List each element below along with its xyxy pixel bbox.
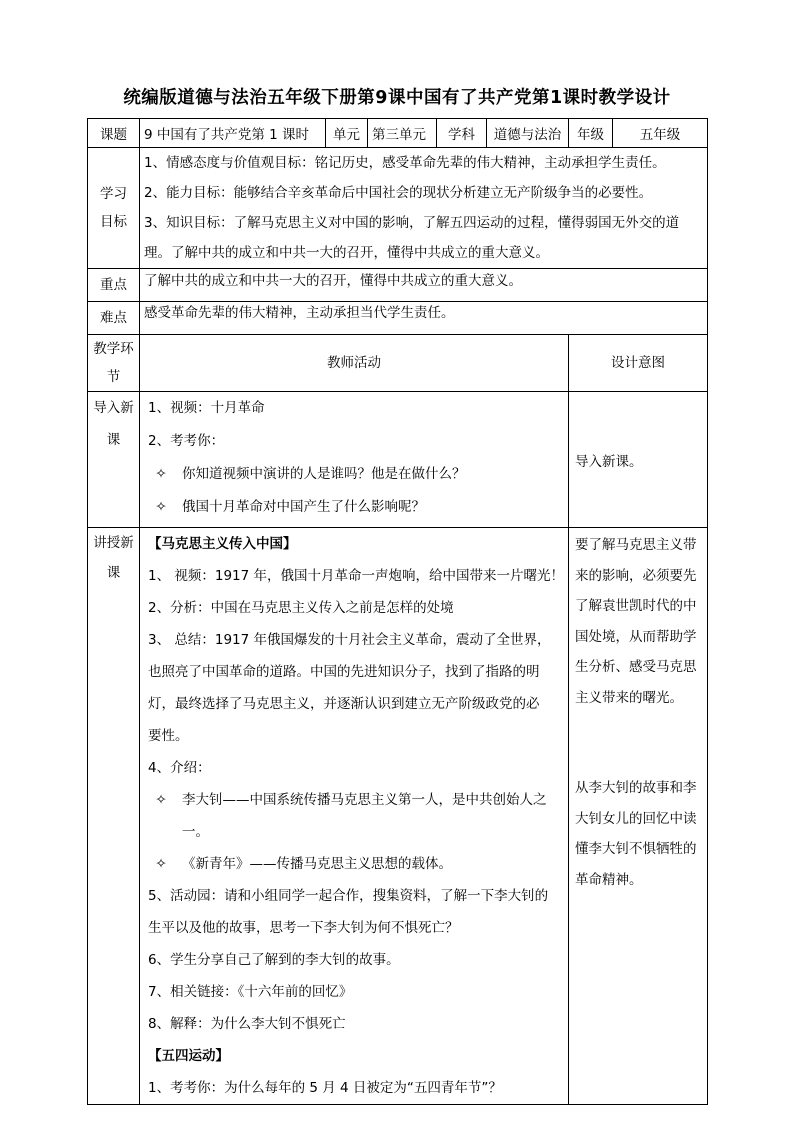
intro-question: 你知道视频中演讲的人是谁吗？他是在做什么？	[182, 466, 466, 482]
lecture-line: 4、介绍：	[148, 760, 211, 776]
objectives-label-line1: 学习	[100, 186, 127, 202]
topic-value: 9 中国有了共产党第 1 课时	[140, 119, 326, 148]
objectives-label-line2: 目标	[100, 214, 127, 230]
lecture-line: 也照亮了中国革命的道路。中国的先进知识分子，找到了指路的明	[148, 664, 540, 680]
lecture-bullet-text: 李大钊——中国系统传播马克思主义第一人，是中共创始人之	[182, 792, 547, 808]
intro-bullet-item	[148, 491, 564, 524]
lecture-stage: 讲授新课	[88, 528, 140, 1105]
difficulty-text: 感受革命先辈的伟大精神，主动承担当代学生责任。	[140, 302, 708, 335]
key-point-row	[88, 269, 708, 302]
intro-design: 导入新课。	[569, 392, 708, 528]
key-point-text: 了解中共的成立和中共一大的召开，懂得中共成立的重大意义。	[140, 269, 708, 302]
lecture-line: 灯，最终选择了马克思主义，并逐渐认识到建立无产阶级政党的必	[148, 696, 540, 712]
intro-row	[88, 392, 708, 528]
lecture-line: 2、分析：中国在马克思主义传入之前是怎样的处境	[148, 600, 454, 616]
topic-label: 课题	[88, 119, 140, 148]
info-row	[88, 119, 708, 148]
difficulty-row	[88, 302, 708, 335]
intro-line: 1、视频：十月革命	[148, 400, 265, 416]
table-header-row	[88, 335, 708, 392]
lecture-line: 一。	[182, 824, 209, 840]
lecture-row	[88, 528, 708, 1105]
objective-line: 3、知识目标：了解马克思主义对中国的影响，了解五四运动的过程，懂得弱国无外交的道	[144, 215, 680, 231]
intro-activity	[140, 392, 569, 528]
header-activity: 教师活动	[140, 335, 569, 392]
unit-label: 单元	[326, 119, 368, 148]
diamond-bullet-icon: ✧	[155, 856, 167, 872]
lecture-activity	[140, 528, 569, 1105]
lecture-line: 5、活动园：请和小组同学一起合作，搜集资料，了解一下李大钊的	[148, 888, 549, 904]
lecture-bullet-item	[148, 848, 564, 880]
diamond-bullet-icon: ✧	[155, 499, 167, 515]
design-note: 要了解马克思主义带来的影响，必须要先了解袁世凯时代的中国处境，从而帮助学生分析、感受马克思主义带来的曙光。	[575, 537, 697, 706]
grade-value: 五年级	[613, 119, 708, 148]
lecture-design	[569, 528, 708, 1105]
lecture-line: 生平以及他的故事，思考一下李大钊为何不惧死亡？	[148, 920, 459, 936]
intro-stage: 导入新课	[88, 392, 140, 528]
subject-value: 道德与法治	[487, 119, 569, 148]
lecture-line: 6、学生分享自己了解到的李大钊的故事。	[148, 952, 400, 968]
lesson-plan-table	[87, 118, 708, 1105]
intro-question: 俄国十月革命对中国产生了什么影响呢？	[182, 499, 425, 515]
lecture-line: 1、 视频：1917 年，俄国十月革命一声炮响，给中国带来一片曙光！	[148, 568, 564, 584]
section-heading: 【马克思主义传入中国】	[148, 536, 297, 552]
header-stage: 教学环节	[88, 335, 140, 392]
lecture-line: 3、 总结：1917 年俄国爆发的十月社会主义革命，震动了全世界，	[148, 632, 551, 648]
difficulty-label: 难点	[88, 302, 140, 335]
lecture-line: 1、考考你：为什么每年的 5 月 4 日被定为“五四青年节”？	[148, 1080, 502, 1096]
design-note: 从李大钊的故事和李大钊女儿的回忆中读懂李大钊不惧牺牲的革命精神。	[575, 780, 697, 888]
objectives-row	[88, 148, 708, 269]
key-point-label: 重点	[88, 269, 140, 302]
objectives-content	[140, 148, 708, 269]
lecture-bullet-item	[148, 784, 564, 816]
lecture-line: 7、相关链接：《十六年前的回忆》	[148, 984, 353, 1000]
intro-line: 2、考考你：	[148, 433, 225, 449]
header-design: 设计意图	[569, 335, 708, 392]
objectives-label	[88, 148, 140, 269]
lecture-line: 8、解释：为什么李大钊不惧死亡	[148, 1016, 346, 1032]
section-heading: 【五四运动】	[148, 1048, 229, 1064]
objective-line: 2、能力目标：能够结合辛亥革命后中国社会的现状分析建立无产阶级争当的必要性。	[144, 185, 653, 201]
lecture-bullet-text: 《新青年》——传播马克思主义思想的载体。	[182, 856, 452, 872]
unit-value: 第三单元	[368, 119, 437, 148]
lecture-line: 要性。	[148, 728, 189, 744]
intro-bullet-item	[148, 458, 564, 491]
objective-line: 理。了解中共的成立和中共一大的召开，懂得中共成立的重大意义。	[144, 245, 549, 261]
diamond-bullet-icon: ✧	[155, 792, 167, 808]
objective-line: 1、情感态度与价值观目标：铭记历史，感受革命先辈的伟大精神，主动承担学生责任。	[144, 155, 666, 171]
subject-label: 学科	[437, 119, 487, 148]
page-title: 统编版道德与法治五年级下册第9课中国有了共产党第1课时教学设计	[123, 88, 671, 108]
diamond-bullet-icon: ✧	[155, 466, 167, 482]
grade-label: 年级	[569, 119, 613, 148]
